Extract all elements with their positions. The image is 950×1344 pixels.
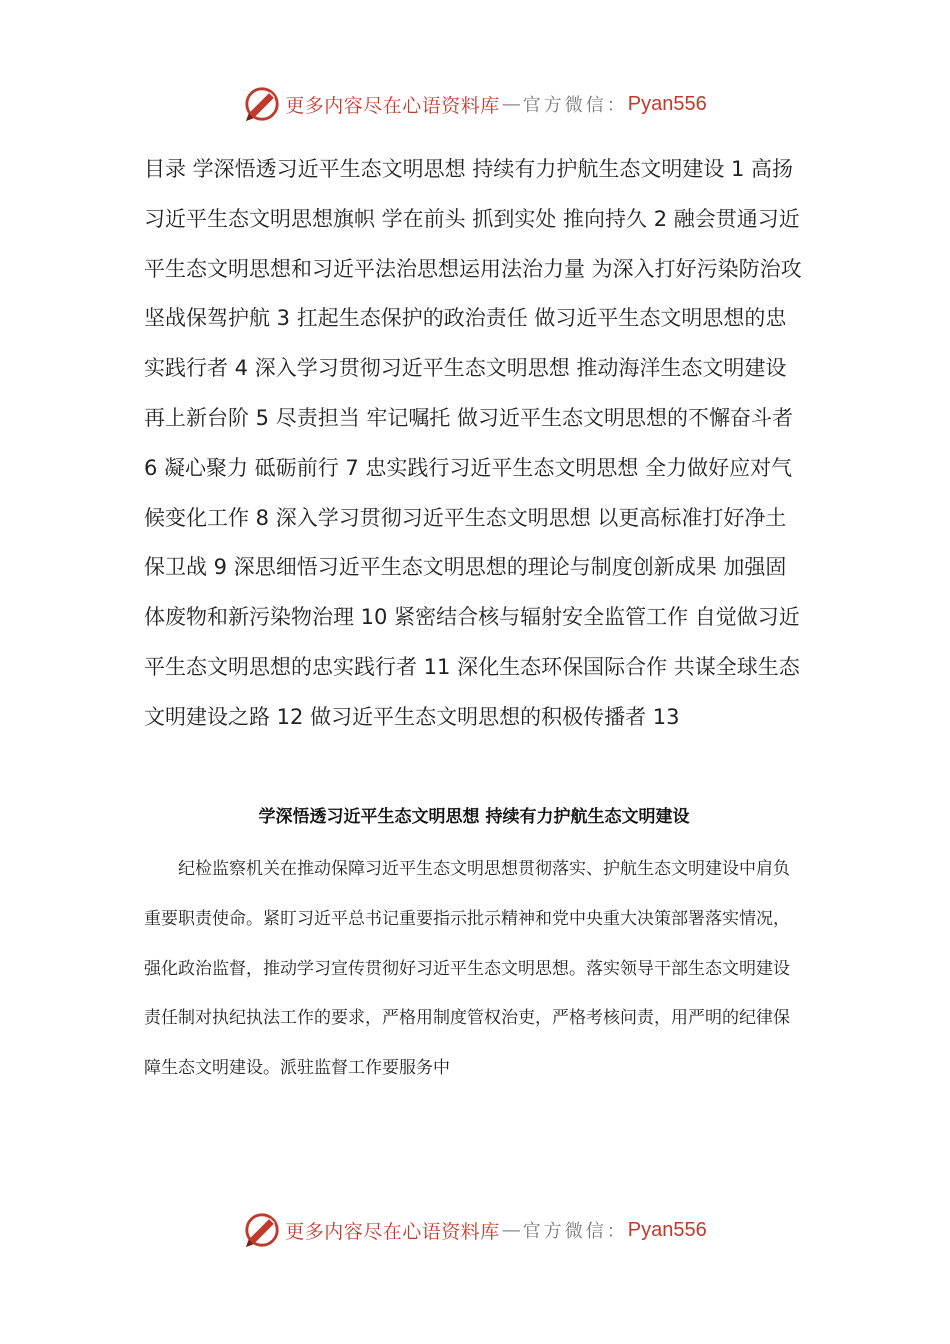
pen-nib-icon: [243, 1211, 281, 1249]
article-paragraph: 纪检监察机关在推动保障习近平生态文明思想贯彻落实、护航生态文明建设中肩负重要职责使命。紧盯习近平总书记重要指示批示精神和党中央重大决策部署落实情况，强化政治监督，推动学习宣传贯彻好习近平生态文明思想。落实领导干部生态文明建设责任制对执纪执法工作的要求，严格用制度管权治吏，严格考核问责，用严明的纪律保障生态文明建设。派驻监督工作要服务中: [144, 859, 790, 1079]
wechat-id: Pyan556: [627, 1218, 707, 1241]
wechat-id: Pyan556: [627, 92, 707, 115]
table-of-contents: 目录 学深悟透习近平生态文明思想 持续有力护航生态文明建设 1 高扬习近平生态文明思想旗帜 学在前头 抓到实处 推向持久 2 融会贯通习近平生态文明思想和习近平法治思想运用法治力量 为深入打好污染防治攻坚战保驾护航 3 扛起生态保护的政治责任 做习近平生态文明思想的忠实践行者 4 深入学习贯彻习近平生态文明思想 推动海洋生态文明建设再上新台阶 5 尽责担当 牢记嘱托 做习近平生态文明思想的不懈奋斗者 6 凝心聚力 砥砺前行 7 忠实践行习近平生态文明思想 全力做好应对气候变化工作 8 深入学习贯彻习近平生态文明思想 以更高标准打好净土保卫战 9 深思细悟习近平生态文明思想的理论与制度创新成果 加强固体废物和新污染物治理 10 紧密结合核与辐射安全监管工作 自觉做习近平生态文明思想的忠实践行者 11 深化生态环保国际合作 共谋全球生态文明建设之路 12 做习近平生态文明思想的积极传播者 13: [144, 157, 802, 729]
footer-banner: [0, 1208, 950, 1252]
site-name: 更多内容尽在心语资料库: [285, 94, 500, 117]
wechat-label: 官方微信：: [522, 95, 628, 116]
article-title: 学深悟透习近平生态文明思想 持续有力护航生态文明建设: [258, 807, 690, 827]
site-name: 更多内容尽在心语资料库: [285, 1220, 500, 1243]
header-banner: [0, 82, 950, 126]
wechat-label: 官方微信：: [522, 1221, 628, 1242]
separator: —: [501, 93, 521, 115]
separator: —: [501, 1219, 521, 1241]
pen-nib-icon: [243, 85, 281, 123]
